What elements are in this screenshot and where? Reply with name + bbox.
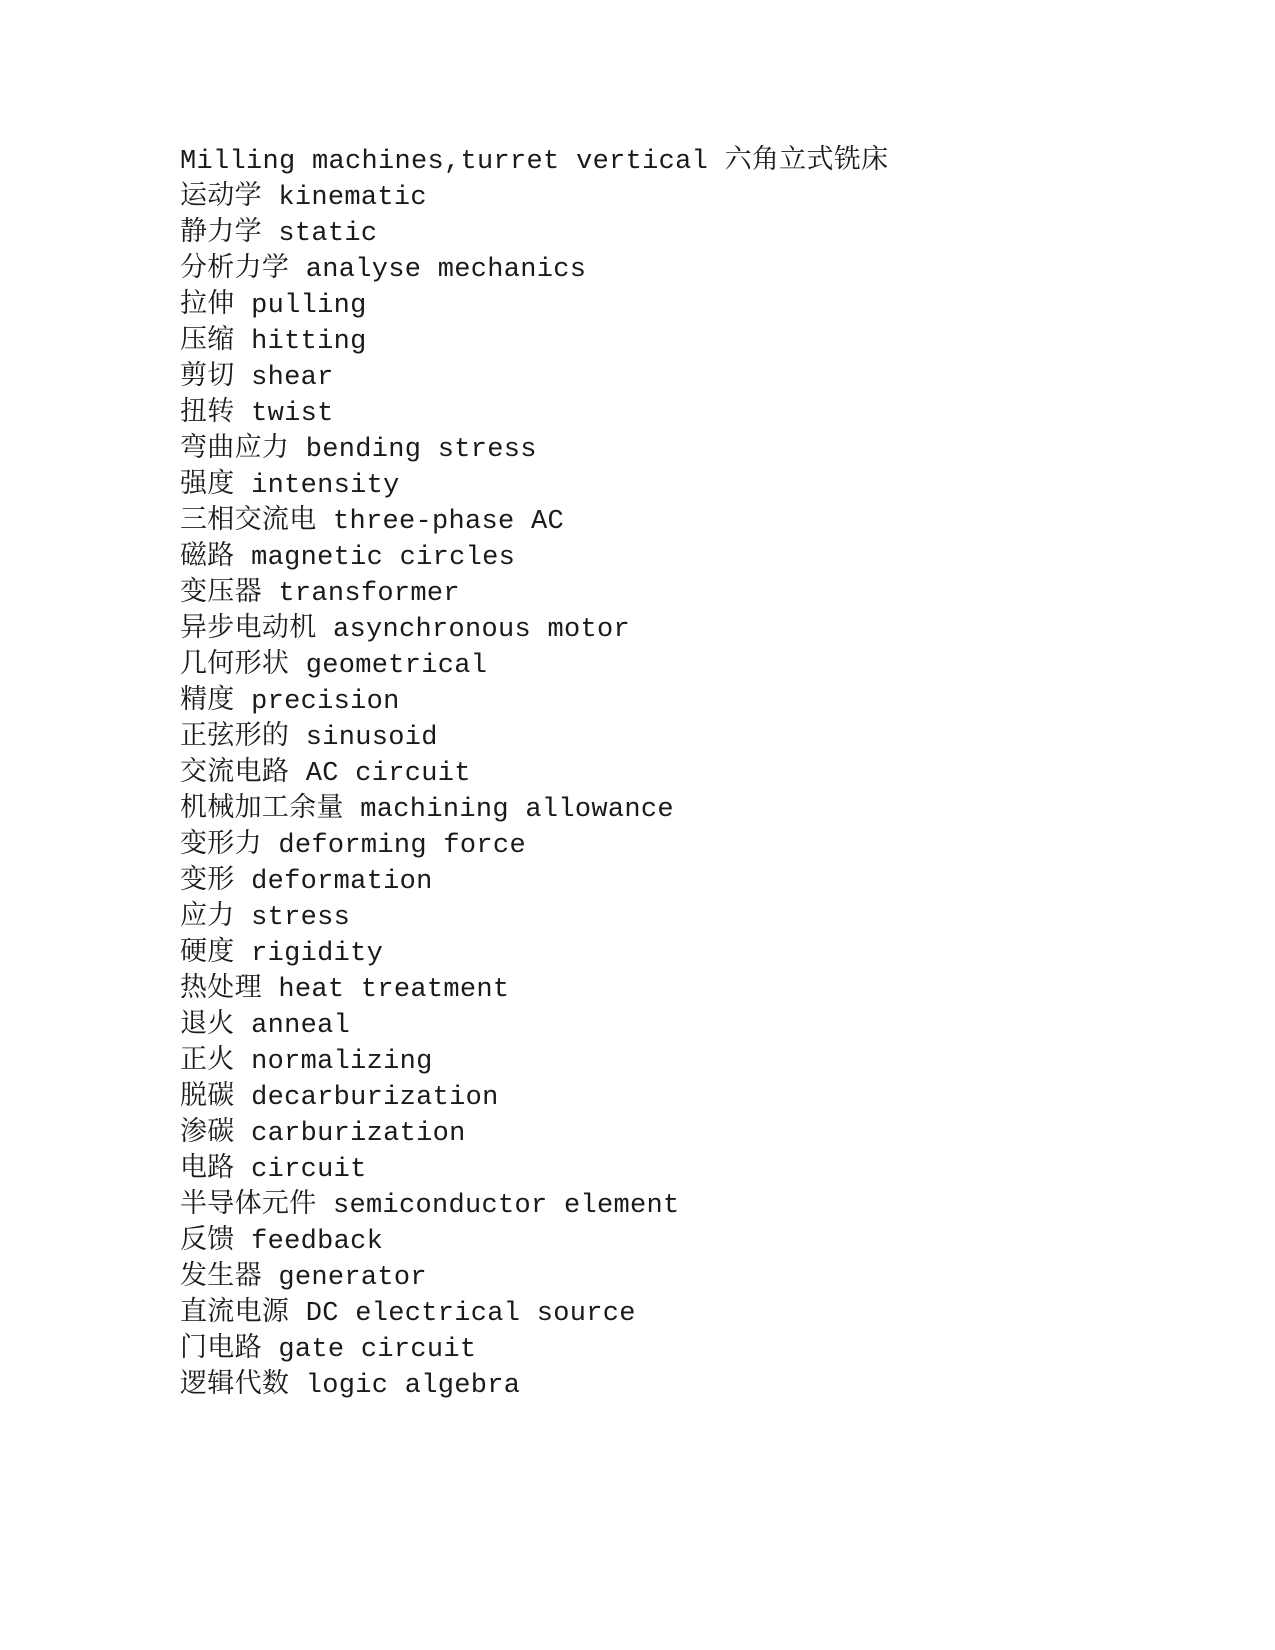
glossary-line: 交流电路 AC circuit xyxy=(180,759,471,789)
glossary-line: 正弦形的 sinusoid xyxy=(180,723,438,753)
glossary-line: 热处理 heat treatment xyxy=(180,975,510,1005)
glossary-line: 变压器 transformer xyxy=(180,579,460,609)
glossary-line: 剪切 shear xyxy=(180,363,334,393)
glossary-line: 拉伸 pulling xyxy=(180,291,367,321)
glossary-line: 应力 stress xyxy=(180,903,351,933)
glossary-line: 精度 precision xyxy=(180,687,400,717)
glossary-line: 正火 normalizing xyxy=(180,1047,433,1077)
glossary-line: 机械加工余量 machining allowance xyxy=(180,795,674,825)
glossary-list xyxy=(180,144,888,1404)
glossary-line: 压缩 hitting xyxy=(180,327,367,357)
glossary-line: 逻辑代数 logic algebra xyxy=(180,1371,521,1401)
glossary-line: 异步电动机 asynchronous motor xyxy=(180,615,631,645)
glossary-line: 弯曲应力 bending stress xyxy=(180,435,537,465)
glossary-line: 渗碳 carburization xyxy=(180,1119,466,1149)
glossary-line: 三相交流电 three-phase AC xyxy=(180,507,565,537)
glossary-line: 变形力 deforming force xyxy=(180,831,526,861)
glossary-line: Milling machines,turret vertical 六角立式铣床 xyxy=(180,147,889,177)
glossary-line: 半导体元件 semiconductor element xyxy=(180,1191,680,1221)
glossary-line: 门电路 gate circuit xyxy=(180,1335,477,1365)
glossary-line: 几何形状 geometrical xyxy=(180,651,488,681)
glossary-line: 扭转 twist xyxy=(180,399,334,429)
glossary-line: 硬度 rigidity xyxy=(180,939,384,969)
glossary-line: 运动学 kinematic xyxy=(180,183,427,213)
glossary-line: 强度 intensity xyxy=(180,471,400,501)
glossary-line: 变形 deformation xyxy=(180,867,433,897)
glossary-line: 静力学 static xyxy=(180,219,378,249)
glossary-line: 分析力学 analyse mechanics xyxy=(180,255,587,285)
glossary-line: 磁路 magnetic circles xyxy=(180,543,516,573)
glossary-line: 发生器 generator xyxy=(180,1263,427,1293)
glossary-line: 退火 anneal xyxy=(180,1011,351,1041)
glossary-line: 直流电源 DC electrical source xyxy=(180,1299,636,1329)
glossary-line: 电路 circuit xyxy=(180,1155,367,1185)
glossary-line: 脱碳 decarburization xyxy=(180,1083,499,1113)
glossary-line: 反馈 feedback xyxy=(180,1227,384,1257)
